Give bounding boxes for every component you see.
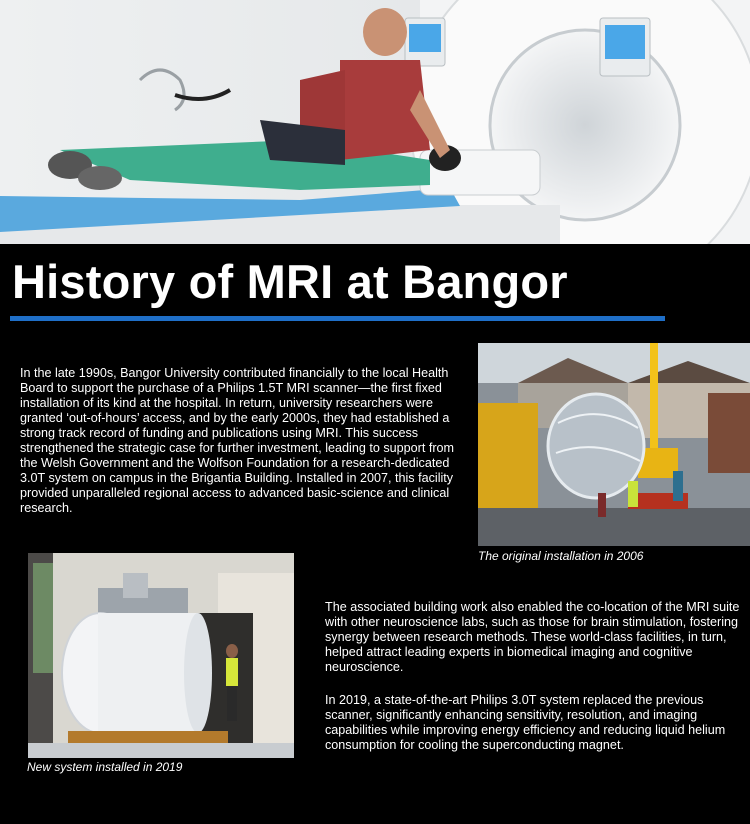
caption-original-installation: The original installation in 2006 — [478, 549, 644, 563]
title-underline — [10, 316, 665, 321]
colocation-paragraph: The associated building work also enabled the co-location of the MRI suite with other neuroscience labs, such as those for brain stimulation, fostering synergy between research methods. These world-class facilities, in turn, helped attract leading experts in biomedical imaging and cognitive neuroscience. — [325, 600, 740, 674]
intro-paragraph: In the late 1990s, Bangor University contributed financially to the local Health Board to support the purchase of a Philips 1.5T MRI scanner—the first fixed installation of its kind at the hospital. In return, university researchers were granted ‘out-of-hours’ access, and by the early 2000s, they had established a strong track record of funding and publications using MRI. This success strengthened the strategic case for further investment, leading to support from the Welsh Government and the Wolfson Foundation for a research-dedicated 3.0T system on campus in the Brigantia Building. Installed in 2007, this facility provided unparalleled regional access to advanced basic-science and clinical research. — [20, 366, 455, 515]
photo-new-system — [28, 553, 294, 758]
hero-photo-mri-scanner — [0, 0, 750, 244]
page-title: History of MRI at Bangor — [12, 255, 568, 308]
upgrade-paragraph: In 2019, a state-of-the-art Philips 3.0T system replaced the previous scanner, significantly enhancing sensitivity, resolution, and imaging capabilities while improving energy efficiency and reducing liquid helium consumption for cooling the superconducting magnet. — [325, 693, 726, 752]
caption-new-system: New system installed in 2019 — [27, 760, 183, 774]
photo-original-installation — [478, 343, 750, 546]
